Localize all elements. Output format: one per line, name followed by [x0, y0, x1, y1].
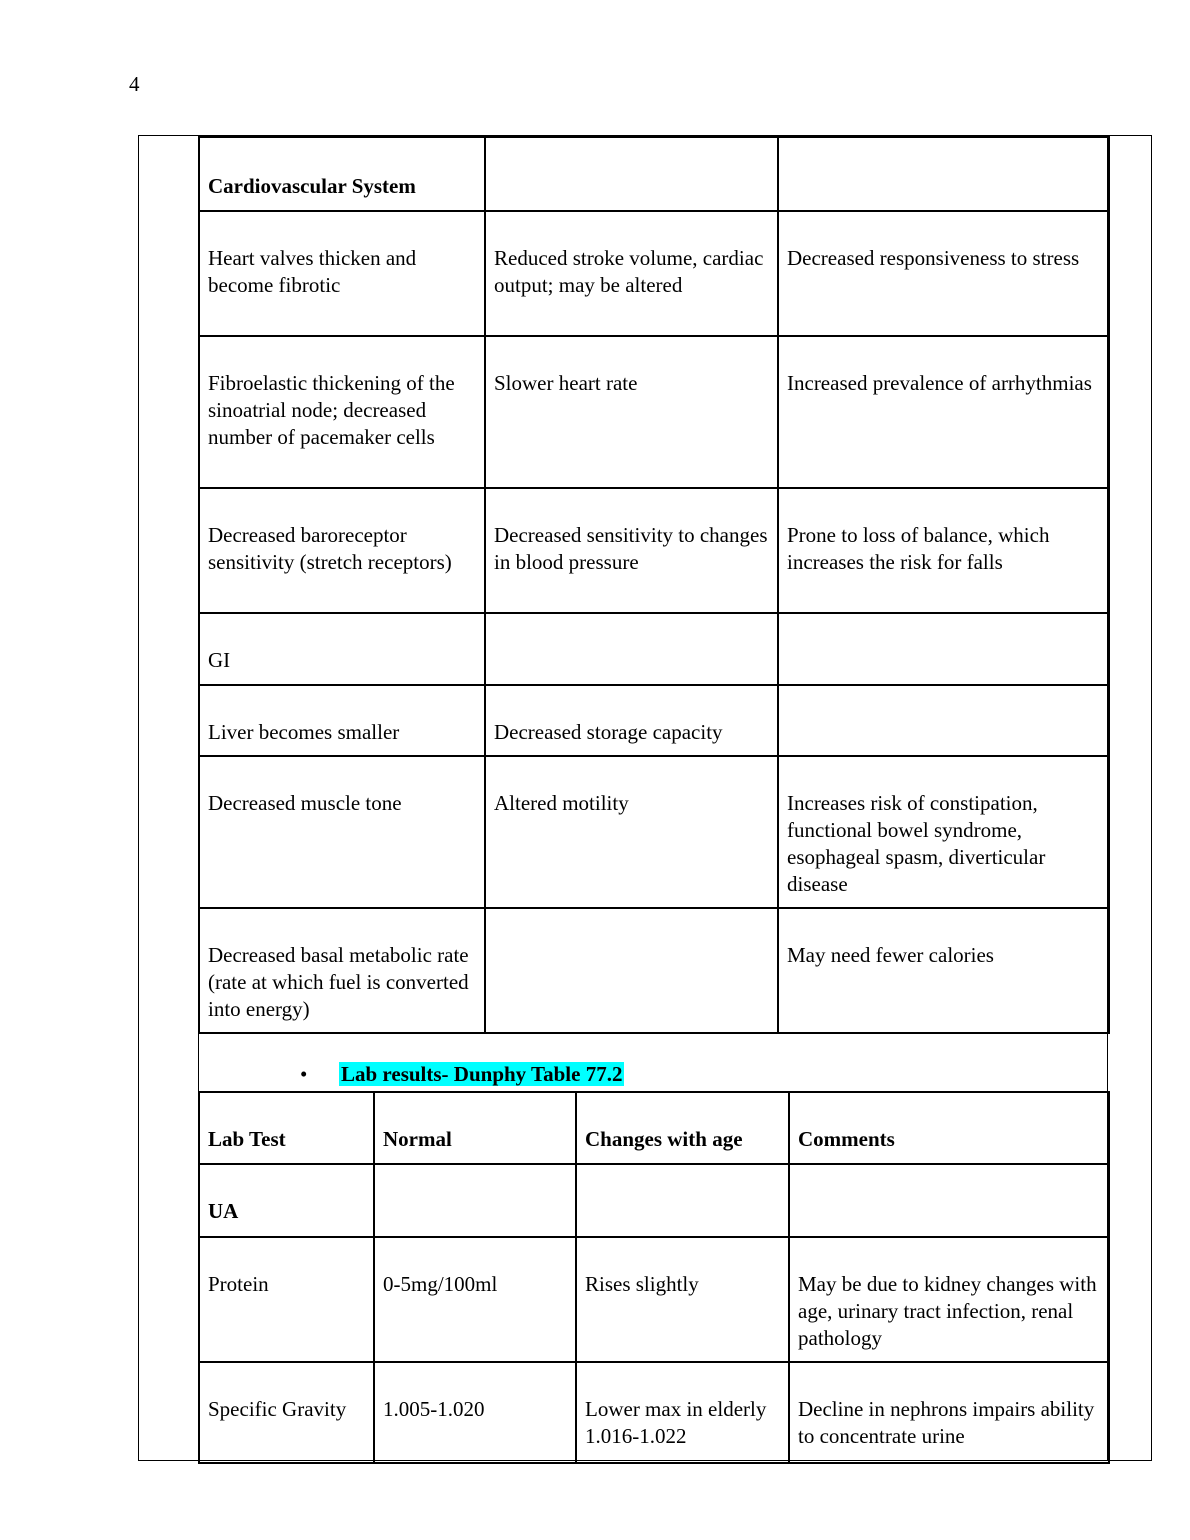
table-cell [485, 613, 778, 685]
table-cell [778, 685, 1109, 756]
table-cell: Rises slightly [576, 1237, 789, 1362]
section-header-gi: GI [199, 613, 485, 685]
table-cell: Decreased responsiveness to stress [778, 211, 1109, 336]
table-cell: Reduced stroke volume, cardiac output; may be altered [485, 211, 778, 336]
page-number: 4 [129, 72, 140, 96]
table-row [199, 1164, 1109, 1237]
section-header-ua: UA [199, 1164, 374, 1237]
highlighted-heading-text: Lab results- Dunphy Table 77.2 [341, 1062, 623, 1086]
table-cell: Decreased baroreceptor sensitivity (stretch receptors) [199, 488, 485, 613]
table-row [199, 908, 1109, 1033]
table-cell: Increases risk of constipation, functional bowel syndrome, esophageal spasm, diverticular disease [778, 756, 1109, 908]
table-cell [374, 1164, 576, 1237]
table-cell: Increased prevalence of arrhythmias [778, 336, 1109, 488]
aging-changes-table [198, 136, 1110, 1034]
table-cell: Decline in nephrons impairs ability to concentrate urine [789, 1362, 1109, 1463]
table-cell: 1.005-1.020 [374, 1362, 576, 1463]
table-cell: Decreased storage capacity [485, 685, 778, 756]
table-cell: Decreased basal metabolic rate (rate at which fuel is converted into energy) [199, 908, 485, 1033]
column-header-lab-test: Lab Test [199, 1092, 374, 1164]
bullet-icon: • [300, 1062, 308, 1086]
lab-results-heading [300, 1062, 624, 1087]
table-cell: 0-5mg/100ml [374, 1237, 576, 1362]
table-header-row [199, 1092, 1109, 1164]
table-cell: Altered motility [485, 756, 778, 908]
table-row [199, 336, 1109, 488]
column-header-normal: Normal [374, 1092, 576, 1164]
table-cell: Decreased muscle tone [199, 756, 485, 908]
section-header-cardiovascular: Cardiovascular System [199, 137, 485, 211]
column-header-comments: Comments [789, 1092, 1109, 1164]
table-row [199, 1237, 1109, 1362]
table-cell [485, 908, 778, 1033]
table-cell [778, 613, 1109, 685]
table-cell: Fibroelastic thickening of the sinoatrial node; decreased number of pacemaker cells [199, 336, 485, 488]
table-cell: Liver becomes smaller [199, 685, 485, 756]
table-row [199, 211, 1109, 336]
table-cell: Lower max in elderly 1.016-1.022 [576, 1362, 789, 1463]
table-cell [789, 1164, 1109, 1237]
column-header-changes-with-age: Changes with age [576, 1092, 789, 1164]
table-cell [485, 137, 778, 211]
table-cell: Heart valves thicken and become fibrotic [199, 211, 485, 336]
table-row [199, 137, 1109, 211]
table-row [199, 488, 1109, 613]
table-cell: Decreased sensitivity to changes in blood pressure [485, 488, 778, 613]
table-cell [576, 1164, 789, 1237]
table-row [199, 685, 1109, 756]
table-cell: Protein [199, 1237, 374, 1362]
lab-results-table [198, 1091, 1110, 1464]
table-cell: Slower heart rate [485, 336, 778, 488]
table-row [199, 613, 1109, 685]
table-cell: May need fewer calories [778, 908, 1109, 1033]
table-cell [778, 137, 1109, 211]
table-cell: Specific Gravity [199, 1362, 374, 1463]
table-row [199, 1362, 1109, 1463]
table-row [199, 756, 1109, 908]
table-cell: Prone to loss of balance, which increases the risk for falls [778, 488, 1109, 613]
table-cell: May be due to kidney changes with age, urinary tract infection, renal pathology [789, 1237, 1109, 1362]
